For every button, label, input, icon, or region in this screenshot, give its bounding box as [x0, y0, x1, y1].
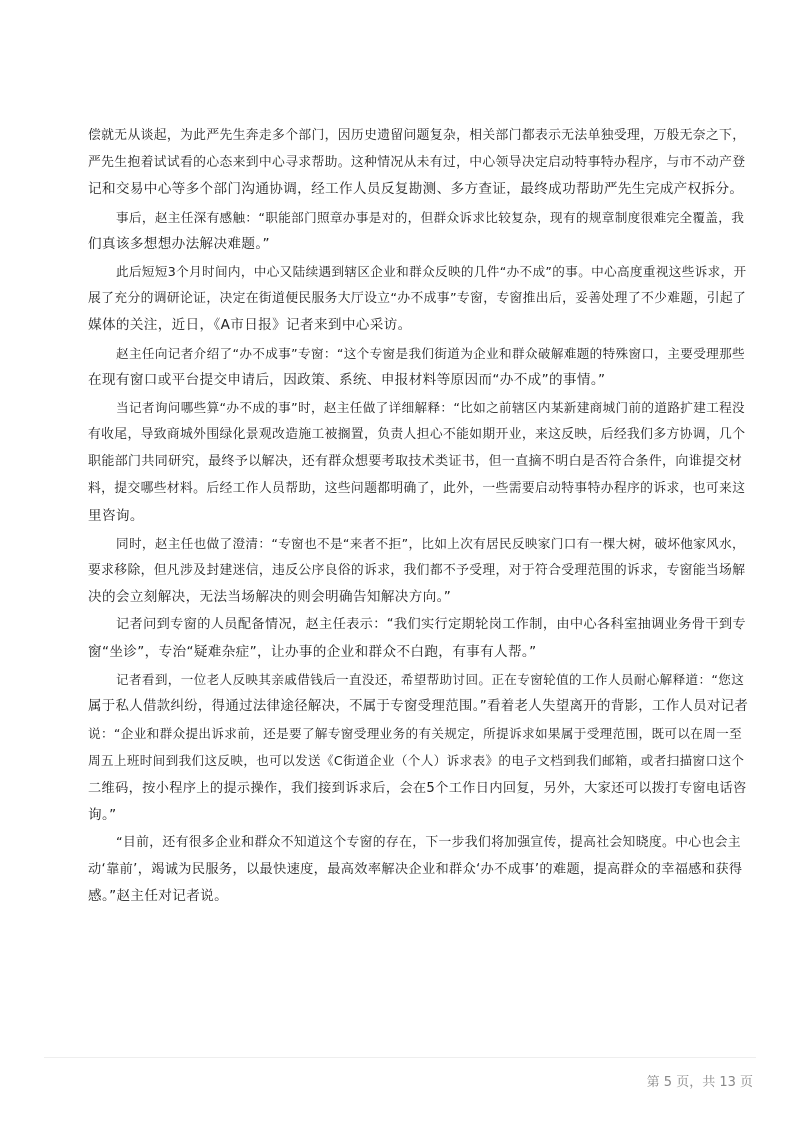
text-line: 媒体的关注，近日，《A市日报》记者来到中心采访。	[88, 317, 412, 334]
text-line: 要求移除，但凡涉及封建迷信，违反公序良俗的诉求，我们都不予受理，对于符合受理范围的诉求，专窗能当场解	[88, 563, 746, 578]
text-line: 职能部门共同研究，最终予以解决，还有群众想要考取技术类证书，但一直摘不明白是否符合条件，向谁提交材	[88, 454, 743, 470]
text-line: 此后短短3个月时间内，中心又陆续遇到辖区企业和群众反映的几件“办不成”的事。中心高度重视这些诉求，开	[116, 263, 747, 279]
text-line: 同时，赵主任也做了澄清：“专窗也不是“来者不拒”，比如上次有居民反映家门口有一棵大树，破坏他家风水，	[116, 535, 745, 551]
text-line: 有收尾，导致商城外围绿化景观改造施工被搁置，负责人担心不能如期开业，来这反映，后经我们多方协调，几个	[88, 427, 746, 443]
text-line: 询。”	[88, 806, 117, 823]
text-line: 偿就无从谈起，为此严先生奔走多个部门，因历史遗留问题复杂，相关部门都表示无法单独受理，万般无奈之下，	[88, 128, 746, 143]
text-line: 决的会立刻解决，无法当场解决的则会明确告知解决方向。”	[88, 589, 452, 606]
text-line: 料，提交哪些材料。后经工作人员帮助，这些问题都明确了，此外，一些需要启动特事特办程序的诉求，也可来这	[88, 481, 746, 497]
text-line: 记者看到，一位老人反映其亲戚借钱后一直没还，希望帮助讨回。正在专窗轮值的工作人员耐心解释道：“您这	[116, 671, 745, 687]
document-body	[88, 122, 748, 910]
text-line: 属于私人借款纠纷，得通过法律途径解决，不属于专窗受理范围。”看着老人失望离开的背影，工作人员对记者	[88, 698, 749, 714]
text-line: 当记者询问哪些算“办不成的事”时，赵主任做了详细解释：“比如之前辖区内某新建商城门前的道路扩建工程没	[116, 399, 745, 415]
text-line: 赵主任向记者介绍了“办不成事”专窗：“这个专窗是我们街道为企业和群众破解难题的特殊窗口，主要受理那些	[116, 345, 745, 361]
text-line: 们真该多想想办法解决难题。”	[88, 235, 270, 252]
text-line: 窗“坐诊”，专治“疑难杂症”，让办事的企业和群众不白跑，有事有人帮。”	[88, 643, 537, 660]
text-line: 里咨询。	[88, 507, 144, 524]
text-line: 严先生抱着试试看的心态来到中心寻求帮助。这种情况从未有过，中心领导决定启动特事特办程序，与市不动产登	[88, 155, 746, 171]
text-line: 二维码，按小程序上的提示操作，我们接到诉求后，会在5个工作日内回复，另外，大家还可以拨打专窗电话咨	[88, 780, 747, 796]
text-line: 感。”赵主任对记者说。	[88, 888, 229, 905]
text-line: “目前，还有很多企业和群众不知道这个专窗的存在，下一步我们将加强宣传，提高社会知晓度。中心也会主	[116, 834, 741, 850]
text-line: 展了充分的调研论证，决定在街道便民服务大厅设立“办不成事”专窗，专窗推出后，妥善处理了不少难题，引起了	[88, 291, 747, 307]
page-number: 第 5 页，共 13 页	[646, 1075, 753, 1090]
text-line: 动‘靠前’，竭诚为民服务，以最快速度，最高效率解决企业和群众‘办不成事’的难题，提高群众的幸福感和获得	[88, 862, 743, 878]
footer-divider	[44, 1057, 756, 1058]
text-line: 记者问到专窗的人员配备情况，赵主任表示：“我们实行定期轮岗工作制，由中心各科室抽调业务骨干到专	[116, 617, 746, 633]
text-line: 说：“企业和群众提出诉求前，还是要了解专窗受理业务的有关规定，所提诉求如果属于受理范围，既可以在周一至	[88, 726, 743, 742]
text-line: 周五上班时间到我们这反映，也可以发送《C街道企业（个人）诉求表》的电子文档到我们邮箱，或者扫描窗口这个	[88, 753, 745, 769]
text-line: 事后，赵主任深有感触：“职能部门照章办事是对的，但群众诉求比较复杂，现有的规章制度很难完全覆盖，我	[116, 209, 745, 225]
text-line: 记和交易中心等多个部门沟通协调，经工作人员反复勘测、多方查证，最终成功帮助严先生完成产权拆分。	[88, 181, 744, 198]
text-line: 在现有窗口或平台提交申请后，因政策、系统、申报材料等原因而“办不成”的事情。”	[88, 371, 606, 388]
